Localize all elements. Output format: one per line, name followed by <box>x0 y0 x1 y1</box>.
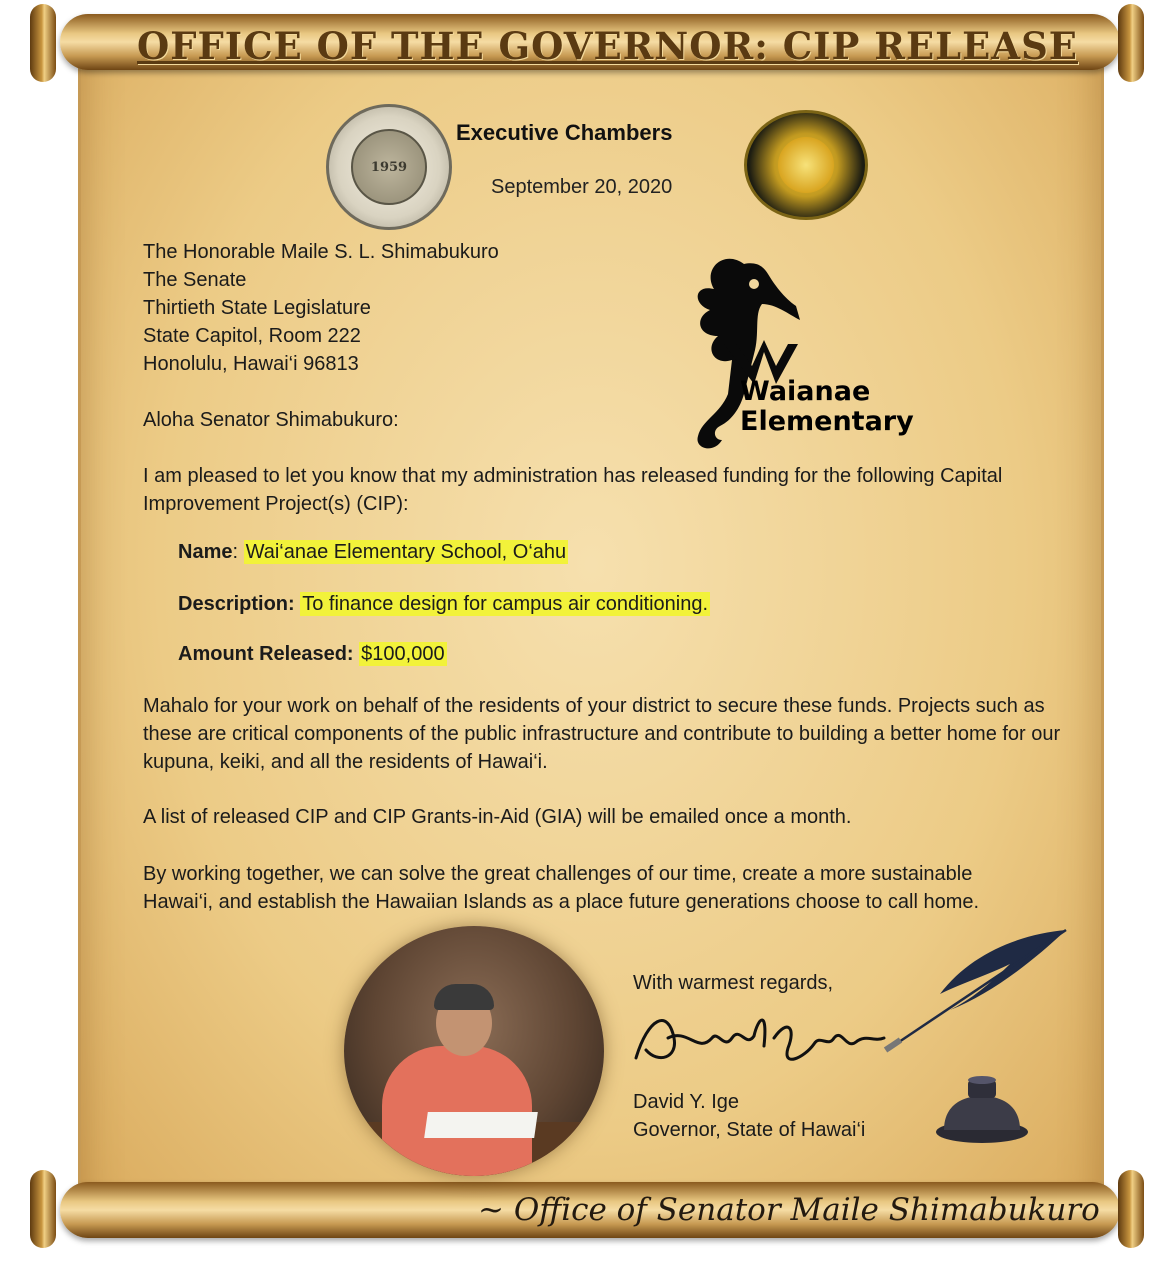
scroll-knob-icon <box>30 4 56 82</box>
closing-paragraph: By working together, we can solve the great challenges of our time, create a more sustainable Hawai‘i, and establish the Hawaiian Islands as a place future generations choose to call home. <box>143 863 980 913</box>
footer-credit: ~ Office of Senator Maile Shimabukuro <box>478 1192 1100 1228</box>
department-of-education-seal-icon <box>744 110 868 220</box>
school-logo-line1: Waianae <box>740 376 871 407</box>
quill-pen-icon <box>880 924 1070 1054</box>
scroll-knob-icon <box>1118 1170 1144 1248</box>
signer-block <box>633 1088 865 1144</box>
seal-year: 1959 <box>351 129 427 205</box>
greeting: Aloha Senator Shimabukuro: <box>143 409 399 431</box>
state-of-hawaii-seal-icon <box>326 104 452 230</box>
signer-title: Governor, State of Hawai‘i <box>633 1119 866 1141</box>
letterhead-office: Executive Chambers <box>456 120 673 145</box>
project-name-label: Name <box>178 541 233 563</box>
project-name-value: Wai‘anae Elementary School, O‘ahu <box>245 541 567 563</box>
recipient-line: The Honorable Maile S. L. Shimabukuro <box>143 241 499 263</box>
scroll-knob-icon <box>1118 4 1144 82</box>
recipient-line: Honolulu, Hawai‘i 96813 <box>143 353 359 375</box>
colon: : <box>232 541 244 563</box>
amount-released-value: $100,000 <box>361 643 445 665</box>
closing-regards: With warmest regards, <box>633 972 834 994</box>
seal-sun-icon <box>778 137 834 193</box>
recipient-line: State Capitol, Room 222 <box>143 325 361 347</box>
signature-icon <box>628 998 888 1084</box>
project-description-label: Description: <box>178 593 295 615</box>
mahalo-paragraph: Mahalo for your work on behalf of the residents of your district to secure these funds. Projects such as these are critical components of the public infrastructure and contribute to building a better home for our kupuna, keiki, and all the residents of Hawai‘i. <box>143 695 1061 773</box>
project-name-row <box>178 541 568 564</box>
scroll-knob-icon <box>30 1170 56 1248</box>
document-shape <box>424 1112 538 1138</box>
hair-shape <box>434 984 494 1010</box>
signer-name: David Y. Ige <box>633 1091 740 1113</box>
page-title: OFFICE OF THE GOVERNOR: CIP RELEASE <box>137 24 1078 68</box>
letter-date: September 20, 2020 <box>491 176 673 198</box>
school-logo-line2: Elementary <box>740 406 914 437</box>
project-description-row <box>178 593 710 616</box>
project-description-value: To finance design for campus air conditioning. <box>302 593 709 615</box>
recipient-address <box>143 238 499 378</box>
inkwell-icon <box>934 1074 1030 1144</box>
list-note: A list of released CIP and CIP Grants-in-Aid (GIA) will be emailed once a month. <box>143 806 852 828</box>
amount-released-label: Amount Released: <box>178 643 354 665</box>
school-logo <box>684 244 934 454</box>
recipient-line: Thirtieth State Legislature <box>143 297 371 319</box>
amount-released-row <box>178 643 447 666</box>
school-logo-text <box>740 377 914 437</box>
shirt-shape <box>382 1046 532 1176</box>
intro-paragraph: I am pleased to let you know that my administration has released funding for the following Capital Improvement Project(s) (CIP): <box>143 465 1003 515</box>
recipient-line: The Senate <box>143 269 247 291</box>
governor-photo <box>344 926 604 1176</box>
